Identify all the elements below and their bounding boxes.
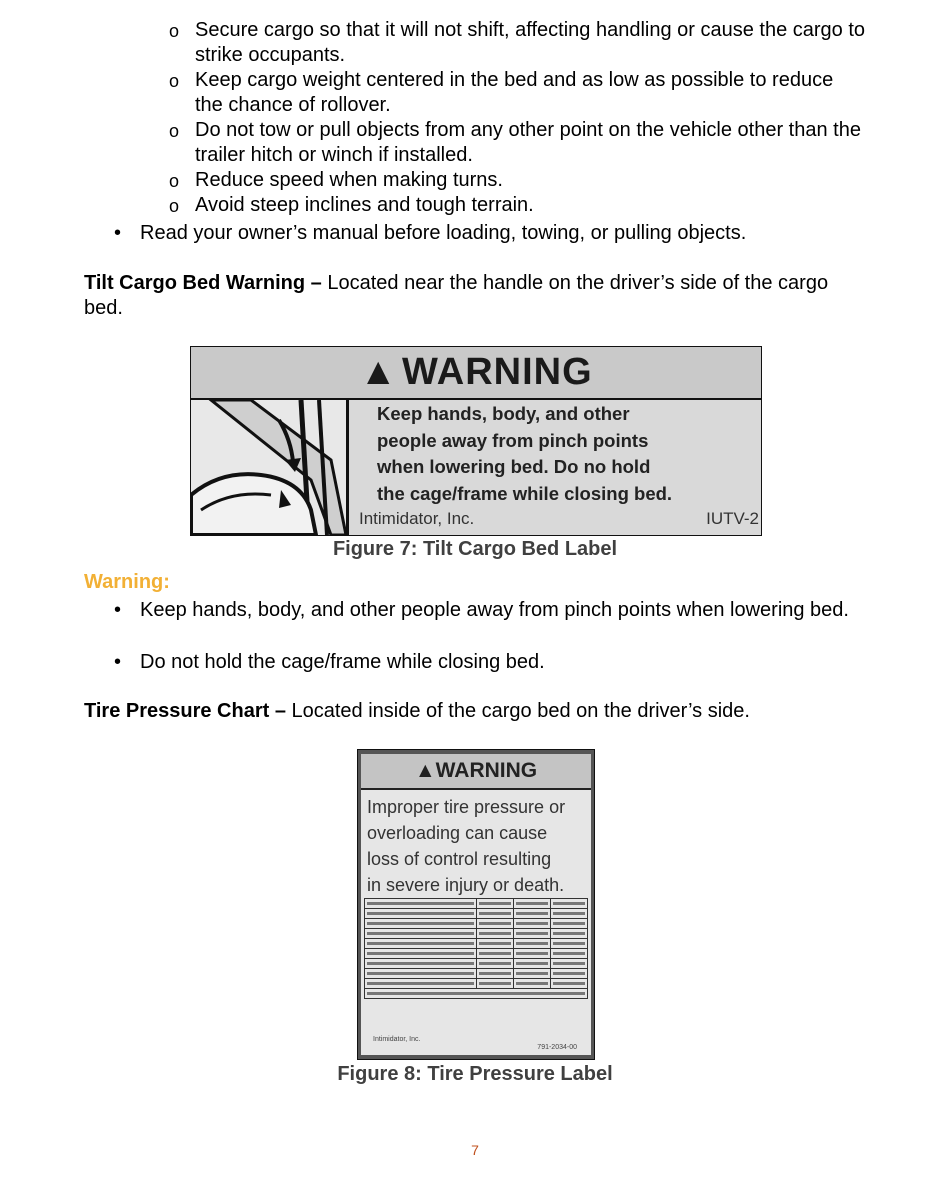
sub-bullet-marker: o [169, 21, 180, 41]
figure-7-caption: Figure 7: Tilt Cargo Bed Label [332, 538, 618, 560]
label-line: overloading can cause [367, 823, 548, 843]
warning-triangle-icon: ▲ [414, 759, 436, 782]
label-line: Improper tire pressure or [367, 797, 566, 817]
sub-bullet-marker: o [169, 171, 180, 191]
sub-bullet-marker: o [169, 121, 180, 141]
bullet-marker: • [114, 222, 122, 244]
label-line: Keep hands, body, and other [377, 403, 630, 424]
page-number: 7 [471, 1142, 479, 1158]
label-code: IUTV-2 [706, 509, 759, 528]
label-maker: Intimidator, Inc. [373, 1036, 421, 1043]
label-header-text: WARNING [401, 351, 593, 393]
list-item [166, 193, 866, 218]
label-message [377, 401, 737, 507]
figure-8-caption: Figure 8: Tire Pressure Label [337, 1063, 613, 1085]
label-code: 791-2034-00 [537, 1044, 577, 1051]
manual-bullet-list [110, 221, 870, 246]
list-item-text: Do not tow or pull objects from any other point on the vehicle other than the trailer hitch or winch if installed. [195, 119, 861, 166]
sub-bullet-marker: o [169, 196, 180, 216]
pinch-hand-icon [191, 400, 349, 535]
label-message [361, 790, 591, 898]
warning-heading: Warning: [84, 571, 170, 593]
list-item [110, 598, 870, 648]
list-item [110, 650, 870, 675]
label-maker: Intimidator, Inc. [359, 509, 475, 528]
list-item [166, 168, 866, 193]
label-line: people away from pinch points [377, 429, 649, 451]
list-item [110, 221, 870, 246]
list-item [166, 18, 866, 68]
section-title: Tire Pressure Chart – [84, 700, 286, 722]
tire-pressure-table [364, 898, 588, 999]
label-header [361, 754, 591, 790]
list-item-text: Read your owner’s manual before loading, towing, or pulling objects. [140, 222, 747, 244]
tilt-cargo-paragraph [84, 271, 864, 321]
label-line: the cage/frame while closing bed. [377, 482, 673, 504]
tire-pressure-label-image [357, 749, 595, 1060]
bullet-marker: • [114, 651, 122, 673]
warning-triangle-icon: ▲ [359, 351, 398, 393]
list-item-text: Secure cargo so that it will not shift, affecting handling or cause the cargo to strike occupants. [195, 19, 866, 66]
list-item-text: Do not hold the cage/frame while closing bed. [140, 651, 545, 673]
bullet-marker: • [114, 599, 122, 621]
label-line: when lowering bed. Do no hold [377, 456, 651, 477]
section-text: Located inside of the cargo bed on the driver’s side. [285, 700, 750, 722]
label-header-text: WARNING [435, 759, 538, 782]
label-line: in severe injury or death. [367, 875, 565, 895]
list-item-text: Reduce speed when making turns. [195, 169, 503, 191]
warning-list [110, 598, 870, 675]
section-text: Located near the handle on the driver’s side of the cargo bed. [84, 272, 829, 319]
tire-pressure-paragraph [84, 699, 864, 724]
tilt-cargo-bed-label-image [190, 346, 762, 536]
sub-bullet-marker: o [169, 71, 180, 91]
section-title: Tilt Cargo Bed Warning – [84, 272, 322, 294]
list-item-text: Avoid steep inclines and tough terrain. [195, 194, 534, 216]
cargo-rules-list [166, 18, 866, 218]
list-item [166, 68, 866, 118]
label-line: loss of control resulting [367, 849, 552, 869]
label-header [191, 347, 761, 400]
list-item-text: Keep cargo weight centered in the bed and as low as possible to reduce the chance of rollover. [195, 69, 834, 116]
list-item-text: Keep hands, body, and other people away from pinch points when lowering bed. [140, 599, 849, 621]
list-item [166, 118, 866, 168]
